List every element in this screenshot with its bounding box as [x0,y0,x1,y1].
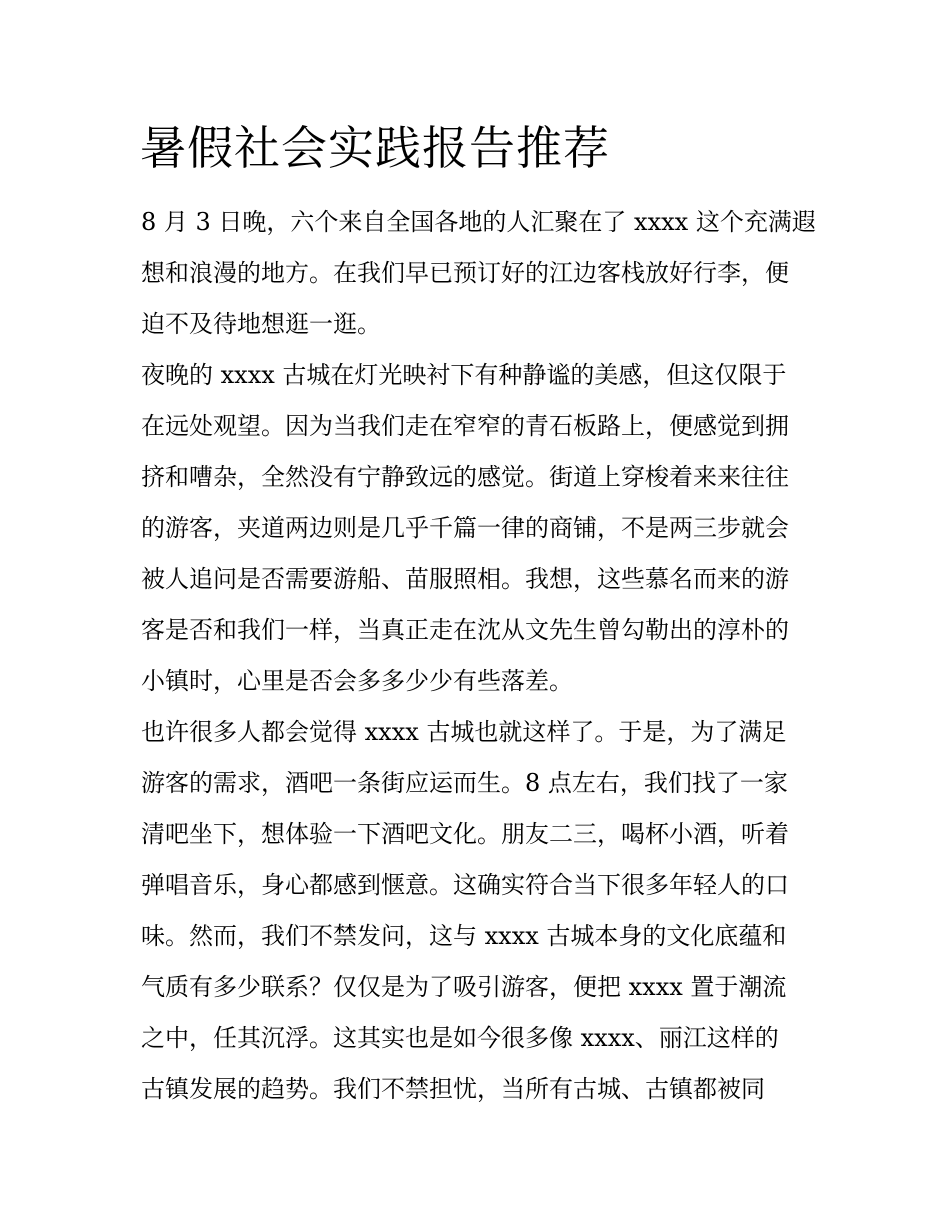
body-line-5: 在远处观望。因为当我们走在窄窄的青石板路上，便感觉到拥 [141,412,789,440]
body-line-1: 8 月 3 日晚，六个来自全国各地的人汇聚在了 xxxx 这个充满遐 [141,208,816,236]
body-line-10: 小镇时，心里是否会多多少少有些落差。 [141,667,573,695]
body-line-14: 弹唱音乐，身心都感到惬意。这确实符合当下很多年轻人的口 [141,871,789,899]
body-line-2: 想和浪漫的地方。在我们早已预订好的江边客栈放好行李，便 [141,259,789,287]
body-line-9: 客是否和我们一样，当真正走在沈从文先生曾勾勒出的淳朴的 [141,616,789,644]
body-line-7: 的游客，夹道两边则是几乎千篇一律的商铺，不是两三步就会 [141,514,789,542]
body-line-12: 游客的需求，酒吧一条街应运而生。8 点左右，我们找了一家 [141,769,788,797]
body-line-13: 清吧坐下，想体验一下酒吧文化。朋友二三，喝杯小酒，听着 [141,820,789,848]
body-line-11: 也许很多人都会觉得 xxxx 古城也就这样了。于是，为了满足 [141,718,787,746]
body-line-6: 挤和嘈杂，全然没有宁静致远的感觉。街道上穿梭着来来往往 [141,463,789,491]
body-line-4: 夜晚的 xxxx 古城在灯光映衬下有种静谧的美感，但这仅限于 [141,361,787,389]
body-line-17: 之中，任其沉浮。这其实也是如今很多像 xxxx、丽江这样的 [141,1024,779,1052]
body-line-3: 迫不及待地想逛一逛。 [141,310,381,338]
body-line-18: 古镇发展的趋势。我们不禁担忧，当所有古城、古镇都被同 [141,1075,765,1103]
body-line-8: 被人追问是否需要游船、苗服照相。我想，这些慕名而来的游 [141,565,789,593]
document-title: 暑假社会实践报告推荐 [140,121,610,175]
body-line-15: 味。然而，我们不禁发问，这与 xxxx 古城本身的文化底蕴和 [141,922,787,950]
body-line-16: 气质有多少联系？仅仅是为了吸引游客，便把 xxxx 置于潮流 [141,973,787,1001]
